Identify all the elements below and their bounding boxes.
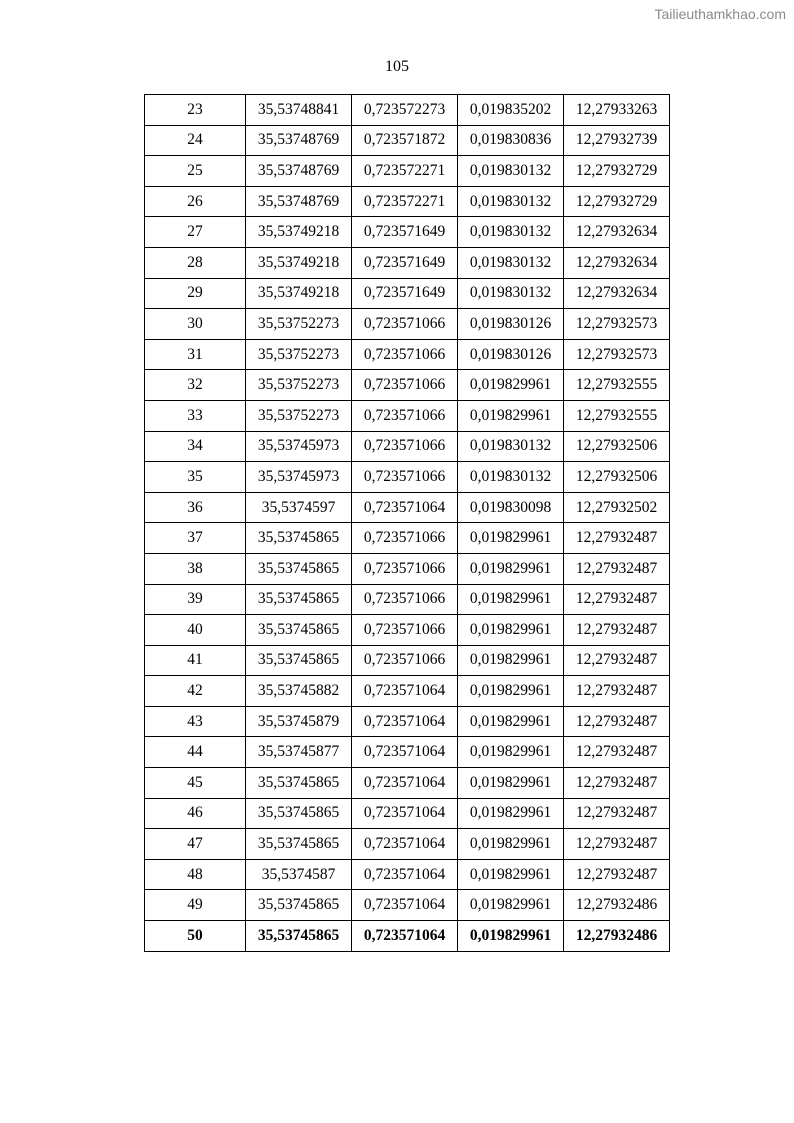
value-cell: 0,019829961 bbox=[458, 400, 564, 431]
value-cell: 12,27932506 bbox=[564, 431, 670, 462]
value-cell: 0,723571649 bbox=[352, 217, 458, 248]
value-cell: 35,53745865 bbox=[246, 615, 352, 646]
table-row bbox=[145, 890, 670, 921]
value-cell: 0,723571066 bbox=[352, 431, 458, 462]
row-index-cell: 47 bbox=[145, 829, 246, 860]
value-cell: 35,53748769 bbox=[246, 125, 352, 156]
table-body bbox=[145, 95, 670, 952]
value-cell: 35,53752273 bbox=[246, 309, 352, 340]
row-index-cell: 41 bbox=[145, 645, 246, 676]
value-cell: 0,019829961 bbox=[458, 676, 564, 707]
value-cell: 35,53745973 bbox=[246, 462, 352, 493]
row-index-cell: 23 bbox=[145, 95, 246, 126]
value-cell: 0,019829961 bbox=[458, 829, 564, 860]
value-cell: 12,27932487 bbox=[564, 798, 670, 829]
value-cell: 35,53748769 bbox=[246, 186, 352, 217]
table-row bbox=[145, 492, 670, 523]
table-row bbox=[145, 370, 670, 401]
value-cell: 0,723571064 bbox=[352, 921, 458, 952]
value-cell: 0,723571064 bbox=[352, 676, 458, 707]
value-cell: 0,019830132 bbox=[458, 431, 564, 462]
data-table bbox=[144, 94, 670, 952]
row-index-cell: 30 bbox=[145, 309, 246, 340]
row-index-cell: 36 bbox=[145, 492, 246, 523]
value-cell: 0,723571064 bbox=[352, 737, 458, 768]
row-index-cell: 39 bbox=[145, 584, 246, 615]
value-cell: 0,723571066 bbox=[352, 339, 458, 370]
value-cell: 12,27932487 bbox=[564, 645, 670, 676]
value-cell: 12,27932487 bbox=[564, 768, 670, 799]
page-number: 105 bbox=[385, 58, 409, 75]
row-index-cell: 45 bbox=[145, 768, 246, 799]
value-cell: 0,019830132 bbox=[458, 278, 564, 309]
value-cell: 12,27932487 bbox=[564, 584, 670, 615]
table-row bbox=[145, 95, 670, 126]
value-cell: 12,27932506 bbox=[564, 462, 670, 493]
table-row bbox=[145, 768, 670, 799]
row-index-cell: 29 bbox=[145, 278, 246, 309]
value-cell: 0,019829961 bbox=[458, 523, 564, 554]
value-cell: 0,723571066 bbox=[352, 615, 458, 646]
row-index-cell: 49 bbox=[145, 890, 246, 921]
value-cell: 0,019830126 bbox=[458, 339, 564, 370]
value-cell: 35,53745865 bbox=[246, 890, 352, 921]
value-cell: 12,27932739 bbox=[564, 125, 670, 156]
row-index-cell: 27 bbox=[145, 217, 246, 248]
row-index-cell: 50 bbox=[145, 921, 246, 952]
value-cell: 0,019830132 bbox=[458, 186, 564, 217]
value-cell: 12,27932487 bbox=[564, 615, 670, 646]
value-cell: 0,019829961 bbox=[458, 859, 564, 890]
value-cell: 0,019829961 bbox=[458, 584, 564, 615]
value-cell: 0,723571872 bbox=[352, 125, 458, 156]
value-cell: 35,53745865 bbox=[246, 645, 352, 676]
value-cell: 12,27932502 bbox=[564, 492, 670, 523]
value-cell: 0,723571066 bbox=[352, 462, 458, 493]
table-row bbox=[145, 706, 670, 737]
value-cell: 0,019829961 bbox=[458, 615, 564, 646]
watermark: Tailieuthamkhao.com bbox=[654, 6, 786, 22]
row-index-cell: 42 bbox=[145, 676, 246, 707]
value-cell: 0,723571064 bbox=[352, 829, 458, 860]
row-index-cell: 32 bbox=[145, 370, 246, 401]
value-cell: 0,723571064 bbox=[352, 492, 458, 523]
value-cell: 0,723571066 bbox=[352, 584, 458, 615]
table-row bbox=[145, 829, 670, 860]
value-cell: 35,53745882 bbox=[246, 676, 352, 707]
table-row bbox=[145, 523, 670, 554]
table-row bbox=[145, 462, 670, 493]
table-row bbox=[145, 798, 670, 829]
table-row bbox=[145, 737, 670, 768]
table-row bbox=[145, 584, 670, 615]
row-index-cell: 35 bbox=[145, 462, 246, 493]
row-index-cell: 33 bbox=[145, 400, 246, 431]
value-cell: 12,27932487 bbox=[564, 829, 670, 860]
value-cell: 35,53748841 bbox=[246, 95, 352, 126]
value-cell: 12,27932555 bbox=[564, 370, 670, 401]
value-cell: 35,53745865 bbox=[246, 798, 352, 829]
value-cell: 35,5374597 bbox=[246, 492, 352, 523]
table-row bbox=[145, 676, 670, 707]
value-cell: 35,53745865 bbox=[246, 921, 352, 952]
table-row bbox=[145, 615, 670, 646]
value-cell: 35,53752273 bbox=[246, 370, 352, 401]
table-row bbox=[145, 186, 670, 217]
row-index-cell: 28 bbox=[145, 247, 246, 278]
value-cell: 0,019829961 bbox=[458, 921, 564, 952]
row-index-cell: 31 bbox=[145, 339, 246, 370]
value-cell: 0,723571066 bbox=[352, 553, 458, 584]
value-cell: 0,019830132 bbox=[458, 462, 564, 493]
table-row bbox=[145, 125, 670, 156]
table-row bbox=[145, 339, 670, 370]
value-cell: 35,53752273 bbox=[246, 339, 352, 370]
value-cell: 0,723572271 bbox=[352, 156, 458, 187]
value-cell: 0,723571066 bbox=[352, 400, 458, 431]
value-cell: 0,019830126 bbox=[458, 309, 564, 340]
table-row bbox=[145, 309, 670, 340]
value-cell: 0,723571066 bbox=[352, 523, 458, 554]
value-cell: 0,019829961 bbox=[458, 706, 564, 737]
value-cell: 12,27932486 bbox=[564, 890, 670, 921]
value-cell: 0,723571064 bbox=[352, 798, 458, 829]
value-cell: 0,019829961 bbox=[458, 890, 564, 921]
value-cell: 0,723571649 bbox=[352, 278, 458, 309]
value-cell: 12,27932487 bbox=[564, 553, 670, 584]
value-cell: 0,723571064 bbox=[352, 768, 458, 799]
value-cell: 35,53745865 bbox=[246, 768, 352, 799]
value-cell: 12,27932487 bbox=[564, 523, 670, 554]
value-cell: 0,723571649 bbox=[352, 247, 458, 278]
value-cell: 35,53749218 bbox=[246, 247, 352, 278]
value-cell: 0,019830098 bbox=[458, 492, 564, 523]
value-cell: 0,019829961 bbox=[458, 798, 564, 829]
table-row bbox=[145, 645, 670, 676]
table-row bbox=[145, 921, 670, 952]
value-cell: 35,53749218 bbox=[246, 217, 352, 248]
value-cell: 0,019829961 bbox=[458, 737, 564, 768]
row-index-cell: 40 bbox=[145, 615, 246, 646]
row-index-cell: 44 bbox=[145, 737, 246, 768]
value-cell: 0,019830836 bbox=[458, 125, 564, 156]
value-cell: 12,27932555 bbox=[564, 400, 670, 431]
value-cell: 12,27932729 bbox=[564, 156, 670, 187]
value-cell: 0,019830132 bbox=[458, 247, 564, 278]
value-cell: 0,019835202 bbox=[458, 95, 564, 126]
value-cell: 0,723571064 bbox=[352, 890, 458, 921]
value-cell: 0,019830132 bbox=[458, 217, 564, 248]
value-cell: 0,019830132 bbox=[458, 156, 564, 187]
value-cell: 35,53745865 bbox=[246, 553, 352, 584]
row-index-cell: 48 bbox=[145, 859, 246, 890]
value-cell: 0,723571066 bbox=[352, 370, 458, 401]
row-index-cell: 38 bbox=[145, 553, 246, 584]
value-cell: 35,53748769 bbox=[246, 156, 352, 187]
value-cell: 35,53745879 bbox=[246, 706, 352, 737]
table-row bbox=[145, 217, 670, 248]
row-index-cell: 43 bbox=[145, 706, 246, 737]
value-cell: 35,53749218 bbox=[246, 278, 352, 309]
value-cell: 35,53745877 bbox=[246, 737, 352, 768]
value-cell: 12,27932634 bbox=[564, 247, 670, 278]
value-cell: 12,27932634 bbox=[564, 217, 670, 248]
value-cell: 0,019829961 bbox=[458, 370, 564, 401]
table-row bbox=[145, 278, 670, 309]
value-cell: 12,27932573 bbox=[564, 309, 670, 340]
row-index-cell: 37 bbox=[145, 523, 246, 554]
value-cell: 12,27932573 bbox=[564, 339, 670, 370]
value-cell: 0,019829961 bbox=[458, 645, 564, 676]
value-cell: 0,723572273 bbox=[352, 95, 458, 126]
table-row bbox=[145, 247, 670, 278]
value-cell: 12,27932634 bbox=[564, 278, 670, 309]
value-cell: 35,53745973 bbox=[246, 431, 352, 462]
row-index-cell: 34 bbox=[145, 431, 246, 462]
row-index-cell: 25 bbox=[145, 156, 246, 187]
value-cell: 0,723571066 bbox=[352, 309, 458, 340]
value-cell: 12,27933263 bbox=[564, 95, 670, 126]
table-row bbox=[145, 400, 670, 431]
value-cell: 12,27932486 bbox=[564, 921, 670, 952]
value-cell: 0,723572271 bbox=[352, 186, 458, 217]
value-cell: 35,53752273 bbox=[246, 400, 352, 431]
table-row bbox=[145, 553, 670, 584]
value-cell: 0,019829961 bbox=[458, 553, 564, 584]
value-cell: 0,723571064 bbox=[352, 706, 458, 737]
value-cell: 35,53745865 bbox=[246, 584, 352, 615]
table-row bbox=[145, 156, 670, 187]
row-index-cell: 26 bbox=[145, 186, 246, 217]
value-cell: 35,5374587 bbox=[246, 859, 352, 890]
table-row bbox=[145, 431, 670, 462]
value-cell: 0,723571064 bbox=[352, 859, 458, 890]
value-cell: 12,27932487 bbox=[564, 859, 670, 890]
value-cell: 12,27932487 bbox=[564, 676, 670, 707]
value-cell: 0,019829961 bbox=[458, 768, 564, 799]
value-cell: 35,53745865 bbox=[246, 523, 352, 554]
value-cell: 12,27932487 bbox=[564, 737, 670, 768]
row-index-cell: 24 bbox=[145, 125, 246, 156]
row-index-cell: 46 bbox=[145, 798, 246, 829]
value-cell: 0,723571066 bbox=[352, 645, 458, 676]
value-cell: 12,27932487 bbox=[564, 706, 670, 737]
value-cell: 35,53745865 bbox=[246, 829, 352, 860]
table-row bbox=[145, 859, 670, 890]
value-cell: 12,27932729 bbox=[564, 186, 670, 217]
